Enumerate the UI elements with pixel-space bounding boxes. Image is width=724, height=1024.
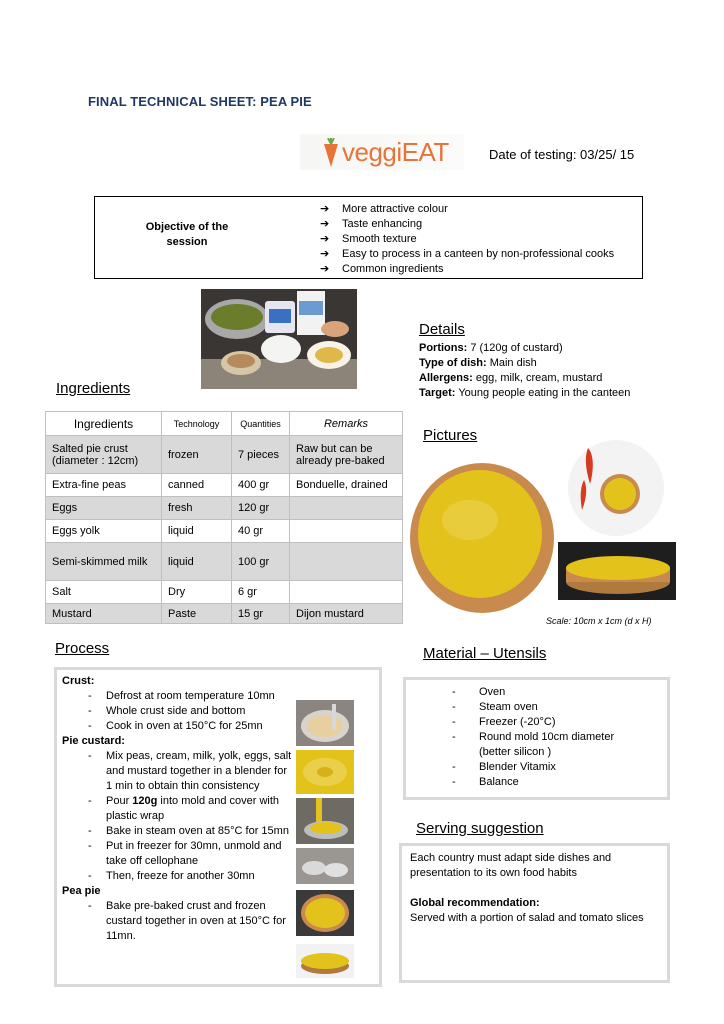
details-block — [419, 341, 630, 401]
material-heading: Material – Utensils — [423, 645, 547, 662]
custard-title: Pie custard: — [62, 735, 125, 747]
cell-quantity: 400 gr — [232, 474, 290, 497]
pictures-heading: Pictures — [423, 427, 478, 444]
arrow-right-icon: ➔ — [320, 203, 330, 215]
cell-ingredient: Mustard — [46, 604, 162, 624]
arrow-right-icon: ➔ — [320, 218, 330, 230]
cell-quantity: 120 gr — [232, 497, 290, 520]
table-row — [46, 497, 403, 520]
crust-steps — [62, 689, 294, 734]
process-photo-frozen — [296, 890, 354, 936]
carrot-icon — [320, 138, 342, 168]
cell-remark: Raw but can be already pre-baked — [290, 436, 403, 474]
pie-photo-top — [408, 460, 556, 616]
process-photo-pour — [296, 798, 354, 844]
cell-remark: Bonduelle, drained — [290, 474, 403, 497]
pie-title: Pea pie — [62, 885, 101, 897]
details-target: Target: Young people eating in the canteen — [419, 387, 631, 399]
cell-remark — [290, 497, 403, 520]
list-item: - Mix peas, cream, milk, yolk, eggs, salt and mustard together in a blender for 1 min to obtain thin consistency — [88, 750, 292, 792]
list-item: - Bake pre-baked crust and frozen custard together in oven at 150°C for 11mn. — [88, 900, 286, 942]
date-of-testing: Date of testing: 03/25/ 15 — [489, 147, 635, 162]
cell-quantity: 15 gr — [232, 604, 290, 624]
list-item: - Steam oven — [452, 701, 538, 713]
serving-block — [410, 851, 660, 926]
cell-technology: liquid — [162, 543, 232, 581]
cell-quantity: 6 gr — [232, 581, 290, 604]
details-allergens: Allergens: egg, milk, cream, mustard — [419, 372, 603, 384]
list-item: - Bake in steam oven at 85°C for 15mn — [88, 825, 289, 837]
ingredients-photo — [201, 289, 357, 389]
logo-text-veggi: veggi — [342, 137, 402, 167]
objective-item: ➔ Smooth texture — [320, 233, 417, 245]
list-item: - Defrost at room temperature 10mn — [88, 690, 275, 702]
pie-photo-plated — [558, 440, 668, 540]
table-row — [46, 581, 403, 604]
cell-ingredient: Eggs yolk — [46, 520, 162, 543]
table-header-row — [46, 412, 403, 436]
global-recommendation-text: Served with a portion of salad and tomato slices — [410, 912, 644, 924]
veggieat-logo — [300, 134, 464, 170]
page-title: FINAL TECHNICAL SHEET: PEA PIE — [88, 94, 312, 109]
objective-list — [320, 202, 614, 277]
cell-technology: Paste — [162, 604, 232, 624]
column-header: Ingredients — [46, 412, 162, 436]
objective-item: ➔ Common ingredients — [320, 263, 444, 275]
column-header: Remarks — [290, 412, 403, 436]
list-item: - Oven — [452, 686, 506, 698]
arrow-right-icon: ➔ — [320, 263, 330, 275]
table-row — [46, 543, 403, 581]
cell-remark — [290, 520, 403, 543]
ingredients-heading: Ingredients — [56, 380, 131, 397]
cell-remark — [290, 543, 403, 581]
custard-steps — [62, 749, 294, 884]
cell-remark — [290, 581, 403, 604]
list-item: - Balance — [452, 776, 519, 788]
serving-heading: Serving suggestion — [416, 820, 544, 837]
list-item: - Then, freeze for another 30mn — [88, 870, 255, 882]
pie-steps — [62, 899, 294, 944]
cell-technology: Dry — [162, 581, 232, 604]
process-steps — [62, 674, 294, 944]
process-photo-crust — [296, 700, 354, 746]
process-photo-steam — [296, 848, 354, 884]
logo-text-eat: EAT — [401, 137, 449, 167]
table-row — [46, 604, 403, 624]
cell-remark: Dijon mustard — [290, 604, 403, 624]
table-row — [46, 436, 403, 474]
arrow-right-icon: ➔ — [320, 233, 330, 245]
pie-photo-side — [558, 542, 676, 600]
list-item: - Pour 120g into mold and cover with plastic wrap — [88, 795, 280, 822]
details-type: Type of dish: Main dish — [419, 357, 537, 369]
column-header: Technology — [162, 412, 232, 436]
cell-quantity: 40 gr — [232, 520, 290, 543]
global-recommendation-title: Global recommendation: — [410, 897, 540, 909]
objective-label: Objective of the session — [145, 221, 229, 248]
cell-technology: canned — [162, 474, 232, 497]
list-item: - Round mold 10cm diameter (better silicon ) — [452, 731, 615, 758]
column-header: Quantities — [232, 412, 290, 436]
material-list — [452, 685, 632, 790]
process-photo-blend — [296, 750, 354, 794]
ingredients-table — [45, 411, 403, 624]
list-item: - Whole crust side and bottom — [88, 705, 246, 717]
crust-title: Crust: — [62, 675, 95, 687]
cell-ingredient: Salted pie crust (diameter : 12cm) — [46, 436, 162, 474]
serving-text: Each country must adapt side dishes and presentation to its own food habits — [410, 852, 612, 879]
list-item: - Put in freezer for 30mn, unmold and take off cellophane — [88, 840, 282, 867]
cell-technology: frozen — [162, 436, 232, 474]
objective-item: ➔ Easy to process in a canteen by non-professional cooks — [320, 248, 615, 260]
scale-caption: Scale: 10cm x 1cm (d x H) — [546, 616, 652, 626]
cell-technology: fresh — [162, 497, 232, 520]
list-item: - Blender Vitamix — [452, 761, 556, 773]
cell-ingredient: Semi-skimmed milk — [46, 543, 162, 581]
details-heading: Details — [419, 321, 465, 338]
cell-ingredient: Extra-fine peas — [46, 474, 162, 497]
list-item: - Cook in oven at 150°C for 25mn — [88, 720, 263, 732]
objective-item: ➔ More attractive colour — [320, 203, 448, 215]
cell-technology: liquid — [162, 520, 232, 543]
cell-quantity: 100 gr — [232, 543, 290, 581]
process-heading: Process — [55, 640, 110, 657]
process-photo-baked — [296, 944, 354, 978]
arrow-right-icon: ➔ — [320, 248, 330, 260]
cell-quantity: 7 pieces — [232, 436, 290, 474]
list-item: - Freezer (-20°C) — [452, 716, 556, 728]
objective-item: ➔ Taste enhancing — [320, 218, 423, 230]
details-portions: Portions: 7 (120g of custard) — [419, 342, 563, 354]
table-row — [46, 474, 403, 497]
table-row — [46, 520, 403, 543]
cell-ingredient: Eggs — [46, 497, 162, 520]
cell-ingredient: Salt — [46, 581, 162, 604]
